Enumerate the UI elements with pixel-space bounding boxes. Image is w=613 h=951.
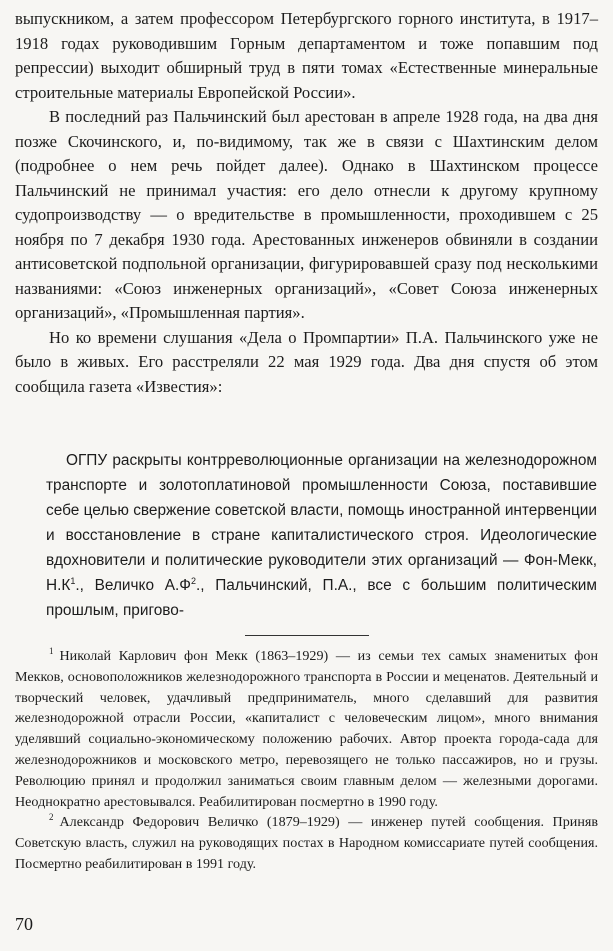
footnote (15, 812, 598, 874)
paragraph: выпускником, а затем профессором Петербургского горного института, в 1917–1918 годах руководившим Горным департаментом и тоже попавшим под репрессии) выходит обширный труд в пяти томах «Естественные минеральные строительные материалы Европейской России». (15, 9, 598, 102)
page-number: 70 (15, 914, 33, 934)
footnote-ref[interactable]: 1 (70, 576, 76, 586)
quote-text-part: ., Величко А.Ф (75, 577, 191, 594)
paragraph: В последний раз Пальчинский был арестован в апреле 1928 года, на два дня позже Скочинского, и, по-видимому, так же в связи с Шахтинским делом (подробнее о нем речь пойдет далее). Однако в Шахтинском процессе Пальчинский не принимал участия: его дело отнесли к другому крупному судопроизводству — о вредительстве в промышленности, проходившем с 25 ноября по 7 декабря 1930 года. Арестованных инженеров обвиняли в создании антисоветской подпольной организации, фигурировавшей сразу под несколькими названиями: «Союз инженерных организаций», «Совет Союза инженерных организаций», «Промышленная партия». (15, 107, 598, 322)
footnote-divider (245, 635, 369, 636)
footnote-ref[interactable]: 2 (190, 576, 196, 586)
quote-text (46, 448, 597, 623)
newspaper-quote (46, 448, 597, 623)
paragraph: Но ко времени слушания «Дела о Промпартии» П.А. Пальчинского уже не было в живых. Его расстреляли 22 мая 1929 года. Два дня спустя об этом сообщила газета «Известия»: (15, 327, 598, 396)
footnote-number: 1 (49, 646, 54, 656)
quote-text-part: ОГПУ раскрыты контрреволюционные организации на железнодорожном транспорте и золотоплатиновой промышленности Союза, поставившие себе целью свержение советской власти, помощь иностранной интервенции и восстановление в стране капиталистического строя. Идеологические вдохновители и политические руководители этих организаций — Фон-Мекк, Н.К (46, 452, 597, 594)
main-text (15, 7, 598, 399)
footnote-text: Николай Карлович фон Мекк (1863–1929) — из семьи тех самых знаменитых фон Мекков, основоположников железнодорожного транспорта в России и меценатов. Деятельный и творческий человек, удачливый предприниматель, много сделавший для развития железнодорожной отрасли России, «капиталист с человеческим лицом», много внимания уделявший социально-экономическому положению рабочих. Автор проекта города-сада для железнодорожников и московского метро, перевозящего не только пассажиров, но и грузы. Революцию принял и продолжил заниматься своим главным делом — железными дорогами. Неоднократно арестовывался. Реабилитирован посмертно в 1990 году. (15, 648, 598, 810)
footnote (15, 646, 598, 812)
footnote-text: Александр Федорович Величко (1879–1929) — инженер путей сообщения. Приняв Советскую власть, служил на руководящих постах в Народном комиссариате путей сообщения. Посмертно реабилитирован в 1991 году. (15, 814, 598, 872)
quote-text-part: ., Пальчинский, П.А., все с большим политическим прошлым, пригово- (46, 577, 597, 619)
footnotes (15, 646, 598, 875)
footnote-number: 2 (49, 812, 54, 823)
